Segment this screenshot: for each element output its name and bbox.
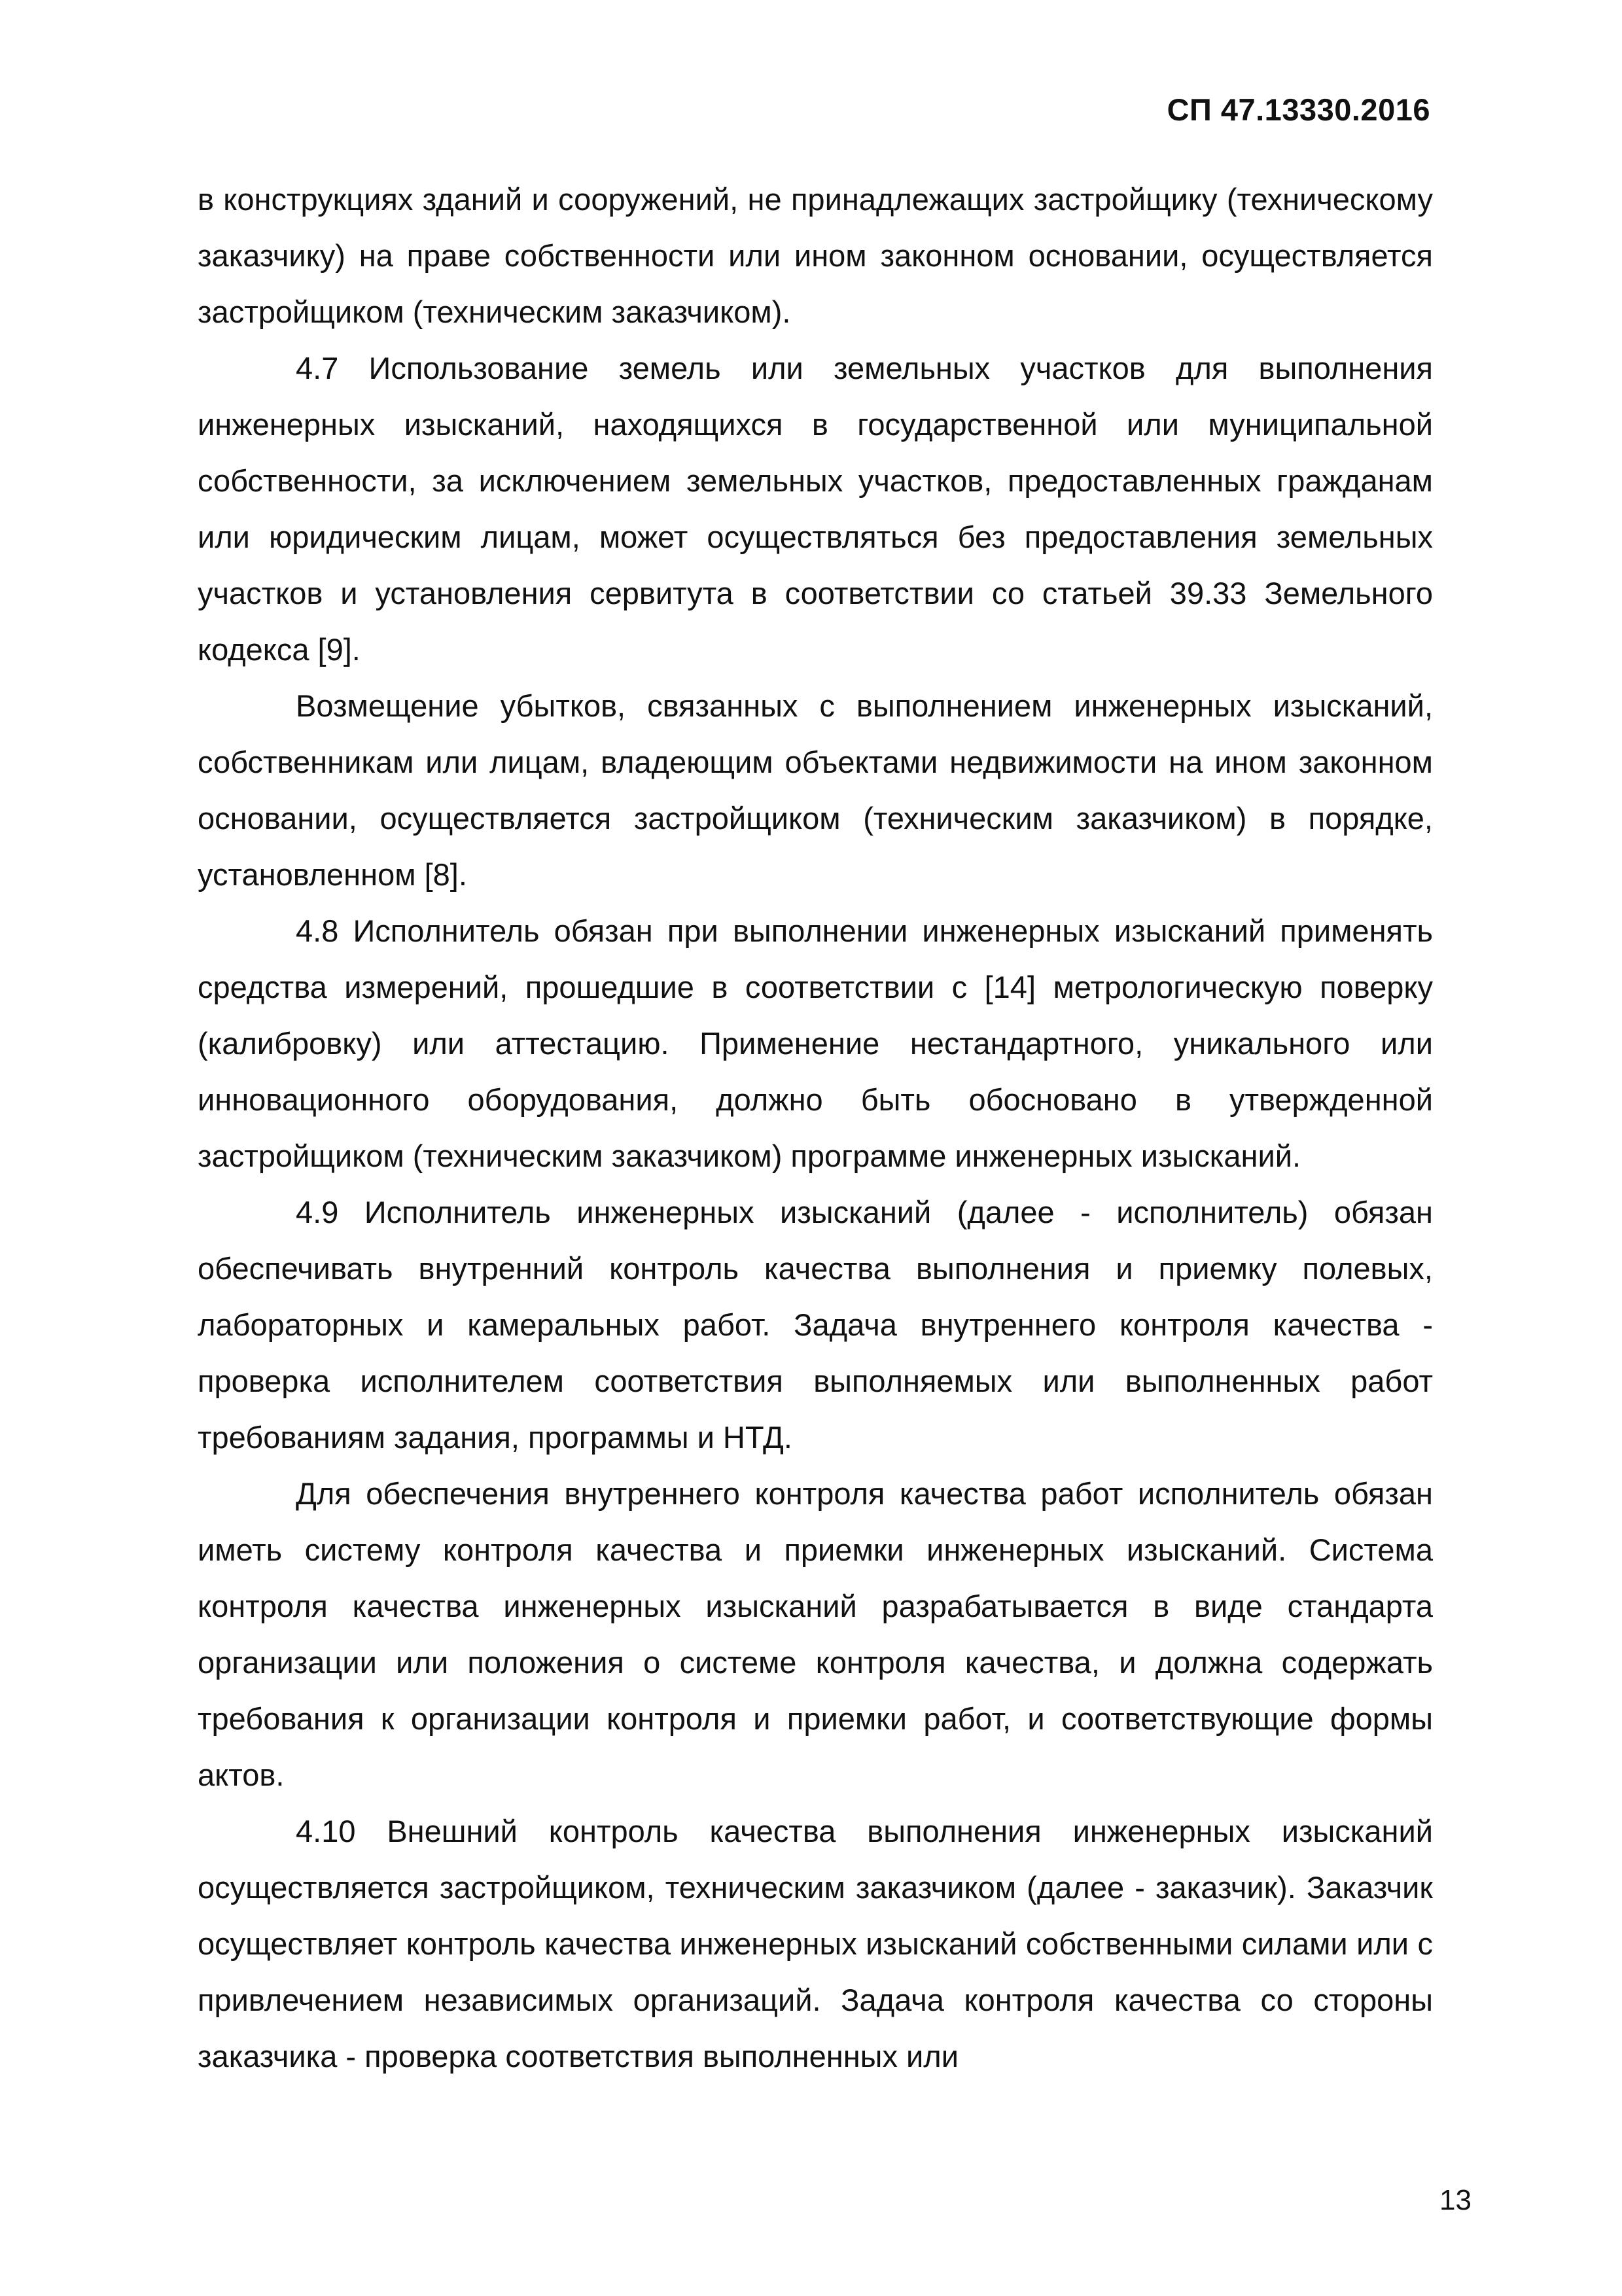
paragraph-4-8: 4.8 Исполнитель обязан при выполнении инженерных изысканий применять средства измерений, прошедшие в соответствии с [14] метрологическую поверку (калибровку) или аттестацию. Применение нестандартного, уникального или инновационного оборудования, должно быть обосновано в утвержденной застройщиком (техническим заказчиком) программе инженерных изысканий. [198,913,1433,1173]
paragraph-4-9: 4.9 Исполнитель инженерных изысканий (далее - исполнитель) обязан обеспечивать внутренний контроль качества выполнения и приемку полевых, лабораторных и камеральных работ. Задача внутреннего контроля качества - проверка исполнителем соответствия выполняемых или выполненных работ требованиям задания, программы и НТД. [198,1195,1433,1455]
paragraph-4-9-quality-system: Для обеспечения внутреннего контроля качества работ исполнитель обязан иметь систему контроля качества и приемки инженерных изысканий. Система контроля качества инженерных изысканий разрабатывается в виде стандарта организации или положения о системе контроля качества, и должна содержать требования к организации контроля и приемки работ, и соответствующие формы актов. [198,1476,1433,1792]
document-body [198,171,1433,2085]
paragraph-continuation: в конструкциях зданий и сооружений, не принадлежащих застройщику (техническому заказчику) на праве собственности или ином законном основании, осуществляется застройщиком (техническим заказчиком). [198,182,1433,329]
paragraph-4-7-compensation: Возмещение убытков, связанных с выполнением инженерных изысканий, собственникам или лицам, владеющим объектами недвижимости на ином законном основании, осуществляется застройщиком (техническим заказчиком) в порядке, установленном [8]. [198,688,1433,892]
paragraph-4-7: 4.7 Использование земель или земельных участков для выполнения инженерных изысканий, находящихся в государственной или муниципальной собственности, за исключением земельных участков, предоставленных гражданам или юридическим лицам, может осуществляться без предоставления земельных участков и установления сервитута в соответствии со статьей 39.33 Земельного кодекса [9]. [198,351,1433,667]
page-number: 13 [1439,2184,1472,2216]
paragraph-4-10: 4.10 Внешний контроль качества выполнения инженерных изысканий осуществляется застройщиком, техническим заказчиком (далее - заказчик). Заказчик осуществляет контроль качества инженерных изысканий собственными силами или с привлечением независимых организаций. Задача контроля качества со стороны заказчика - проверка соответствия выполненных или [198,1814,1433,2074]
document-code: СП 47.13330.2016 [1167,92,1430,127]
